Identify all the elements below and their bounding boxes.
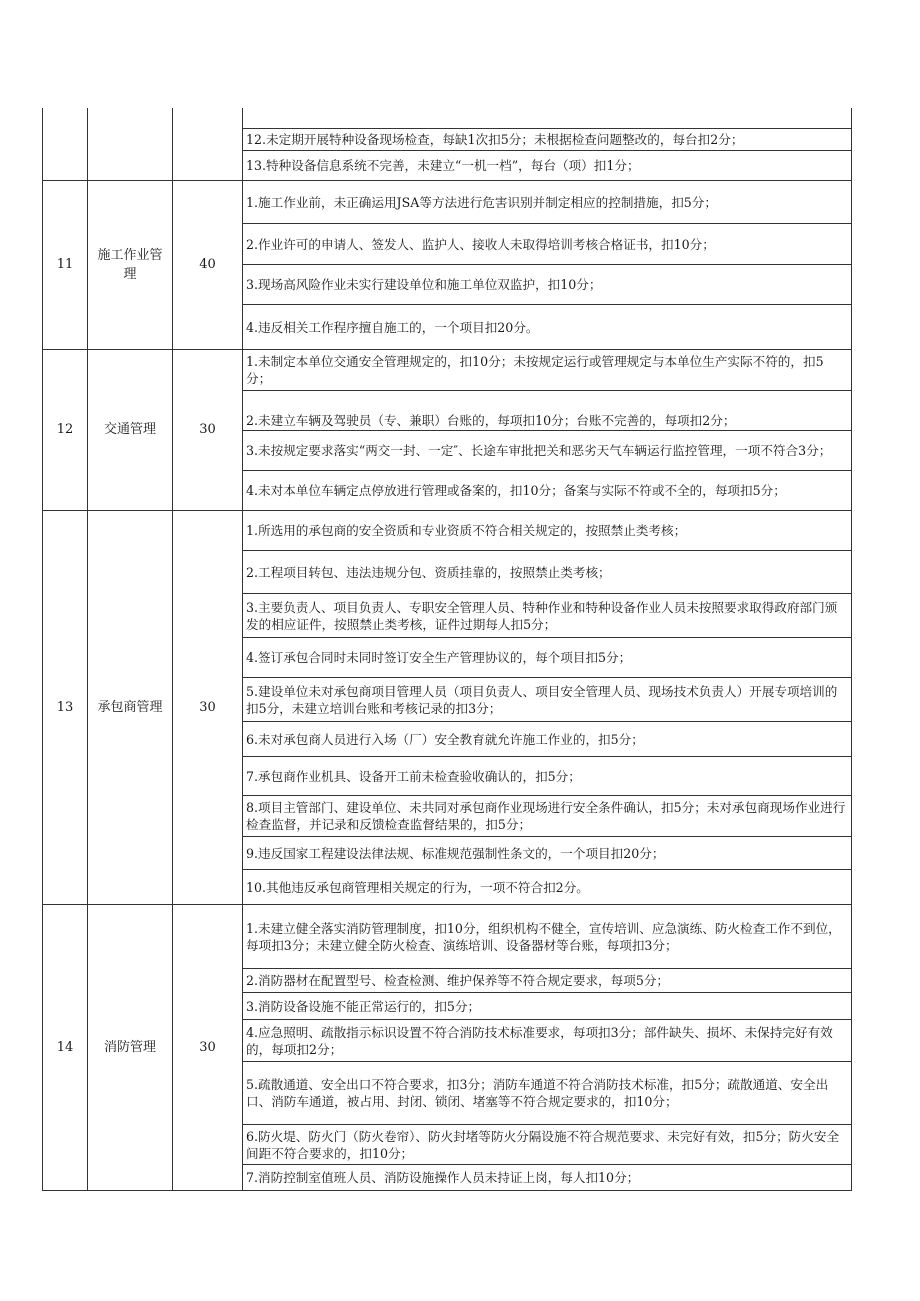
rule-item: 3.现场高风险作业未实行建设单位和施工单位双监护，扣10分； <box>243 264 852 304</box>
assessment-table-page <box>42 108 851 1191</box>
section-number: 14 <box>43 904 88 1190</box>
section-name: 消防管理 <box>88 904 173 1190</box>
rule-item: 2.未建立车辆及驾驶员（专、兼职）台账的，每项扣10分；台账不完善的，每项扣2分； <box>243 390 852 430</box>
section-score: 30 <box>173 349 243 510</box>
section-name <box>88 108 173 180</box>
section-name: 施工作业管理 <box>88 180 173 349</box>
section-number <box>43 108 88 180</box>
rule-item: 2.工程项目转包、违法违规分包、资质挂靠的，按照禁止类考核； <box>243 550 852 593</box>
rule-item: 3.主要负责人、项目负责人、专职安全管理人员、特种作业和特种设备作业人员未按照要求取得政府部门颁发的相应证件，按照禁止类考核，证件过期每人扣5分； <box>243 593 852 637</box>
section-score: 30 <box>173 510 243 904</box>
rule-item: 2.消防器材在配置型号、检查检测、维护保养等不符合规定要求，每项5分； <box>243 968 852 992</box>
section-score: 40 <box>173 180 243 349</box>
rule-item: 8.项目主管部门、建设单位、未共同对承包商作业现场进行安全条件确认，扣5分；未对承包商现场作业进行检查监督，并记录和反馈检查监督结果的，扣5分； <box>243 795 852 836</box>
rule-item: 6.防火堤、防火门（防火卷帘）、防火封堵等防火分隔设施不符合规范要求、未完好有效，扣5分；防火安全间距不符合要求的，扣10分； <box>243 1124 852 1164</box>
section-name: 交通管理 <box>88 349 173 510</box>
section-score <box>173 108 243 180</box>
rule-item: 9.违反国家工程建设法律法规、标准规范强制性条文的，一个项目扣20分； <box>243 836 852 869</box>
rule-item: 3.未按规定要求落实“两交一封、一定″、长途车审批把关和恶劣天气车辆运行监控管理，一项不符合3分； <box>243 430 852 470</box>
rule-item: 5.疏散通道、安全出口不符合要求，扣3分；消防车通道不符合消防技术标准，扣5分；疏散通道、安全出口、消防车通道，被占用、封闭、锁闭、堵塞等不符合规定要求的，扣10分； <box>243 1061 852 1124</box>
rule-item: 1.未建立健全落实消防管理制度，扣10分，组织机构不健全，宣传培训、应急演练、防火检查工作不到位，每项扣3分；未建立健全防火检查、演练培训、设备器材等台账，每项扣3分； <box>243 904 852 968</box>
section-number: 11 <box>43 180 88 349</box>
section-number: 13 <box>43 510 88 904</box>
rule-item: 4.未对本单位车辆定点停放进行管理或备案的，扣10分；备案与实际不符或不全的，每项扣5分； <box>243 470 852 510</box>
rule-item: 12.未定期开展特种设备现场检查，每缺1次扣5分；未根据检查问题整改的，每台扣2分； <box>243 128 852 150</box>
rule-item: 1.所选用的承包商的安全资质和专业资质不符合相关规定的，按照禁止类考核； <box>243 510 852 550</box>
rule-item: 7.承包商作业机具、设备开工前未检查验收确认的，扣5分； <box>243 756 852 795</box>
rule-item: 3.消防设备设施不能正常运行的，扣5分； <box>243 992 852 1019</box>
rule-item: 2.作业许可的申请人、签发人、监护人、接收人未取得培训考核合格证书，扣10分； <box>243 223 852 264</box>
rule-item: 13.特种设备信息系统不完善，未建立“一机一档”，每台（项）扣1分； <box>243 150 852 180</box>
rule-item: 5.建设单位未对承包商项目管理人员（项目负责人、项目安全管理人员、现场技术负责人）开展专项培训的扣5分，未建立培训台账和考核记录的扣3分； <box>243 677 852 721</box>
rule-item: 7.消防控制室值班人员、消防设施操作人员未持证上岗，每人扣10分； <box>243 1164 852 1190</box>
rule-item: 4.应急照明、疏散指示标识设置不符合消防技术标准要求，每项扣3分；部件缺失、损坏、未保持完好有效的，每项扣2分； <box>243 1019 852 1061</box>
rule-item: 6.未对承包商人员进行入场（厂）安全教育就允许施工作业的，扣5分； <box>243 721 852 756</box>
rule-item: 10.其他违反承包商管理相关规定的行为，一项不符合扣2分。 <box>243 869 852 904</box>
section-number: 12 <box>43 349 88 510</box>
rule-item: 4.签订承包合同时未同时签订安全生产管理协议的，每个项目扣5分； <box>243 637 852 677</box>
rule-item: 1.施工作业前，未正确运用JSA等方法进行危害识别并制定相应的控制措施，扣5分； <box>243 180 852 223</box>
assessment-table <box>42 108 852 1191</box>
rule-item: 1.未制定本单位交通安全管理规定的，扣10分；未按规定运行或管理规定与本单位生产实际不符的，扣5分； <box>243 349 852 390</box>
rule-item <box>243 108 852 128</box>
rule-item: 4.违反相关工作程序擅自施工的，一个项目扣20分。 <box>243 304 852 349</box>
section-score: 30 <box>173 904 243 1190</box>
section-name: 承包商管理 <box>88 510 173 904</box>
